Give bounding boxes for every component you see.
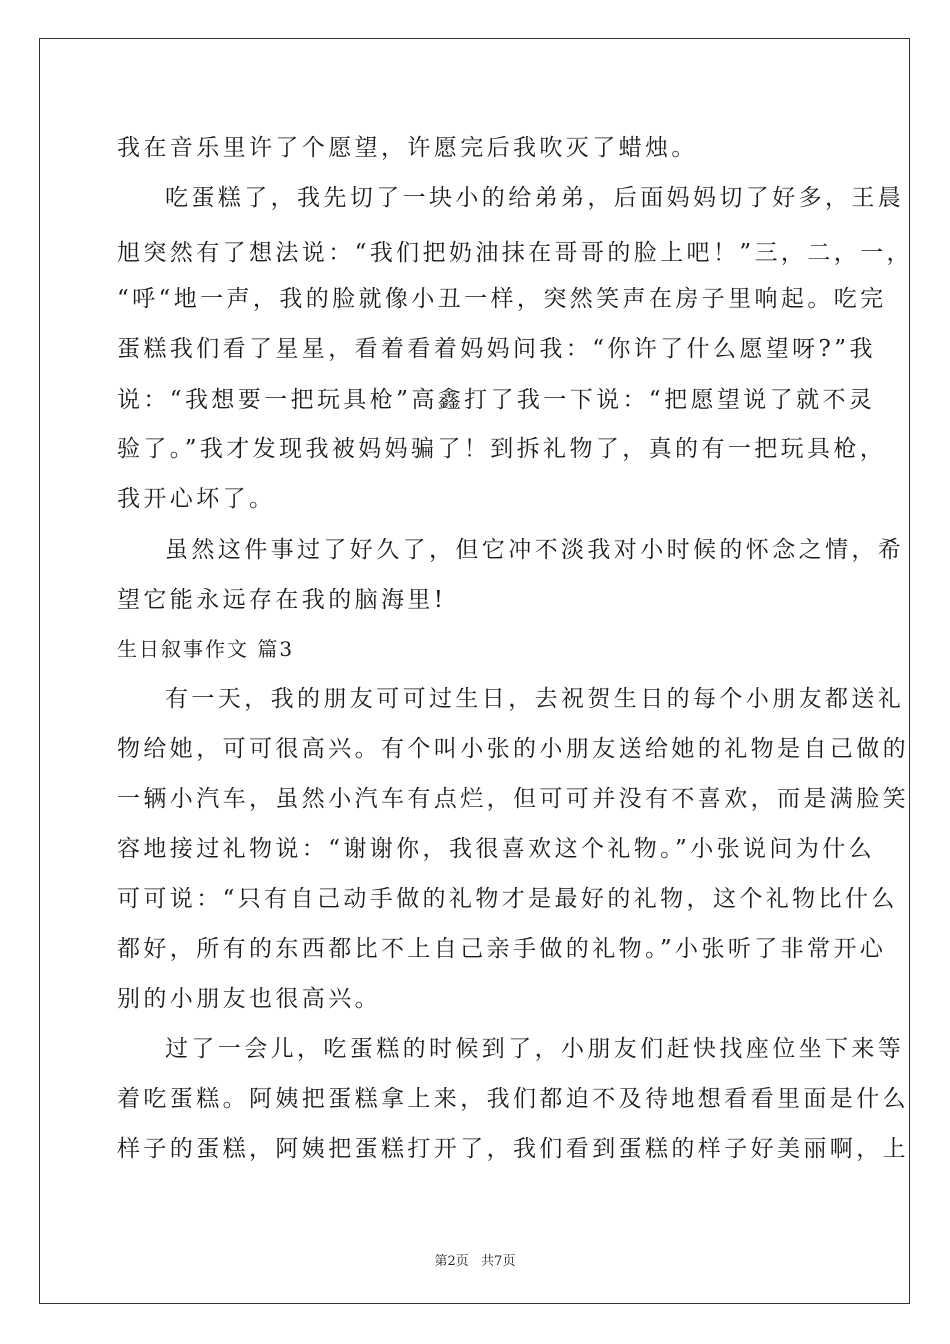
text-line: 验了。”我才发现我被妈妈骗了！到拆礼物了，真的有一把玩具枪， — [117, 436, 887, 462]
page-border — [39, 38, 910, 1304]
text-line: 虽然这件事过了好久了，但它冲不淡我对小时候的怀念之情，希 — [165, 537, 905, 563]
text-line: 说：“我想要一把玩具枪”高鑫打了我一下说：“把愿望说了就不灵 — [117, 387, 876, 413]
text-line: 一辆小汽车，虽然小汽车有点烂，但可可并没有不喜欢，而是满脸笑 — [117, 786, 909, 812]
text-line: 旭突然有了想法说：“我们把奶油抹在哥哥的脸上吧！”三，二，一， — [117, 240, 913, 266]
text-line: 我开心坏了。 — [117, 486, 276, 512]
text-line: 望它能永远存在我的脑海里! — [117, 587, 447, 613]
text-line: 物给她，可可很高兴。有个叫小张的小朋友送给她的礼物是自己做的 — [117, 736, 909, 762]
page-number: 第2页 共7页 — [434, 1254, 516, 1269]
text-line: 容地接过礼物说：“谢谢你，我很喜欢这个礼物。”小张说问为什么 — [117, 836, 876, 862]
text-line: 样子的蛋糕，阿姨把蛋糕打开了，我们看到蛋糕的样子好美丽啊，上 — [117, 1136, 909, 1162]
text-line: 着吃蛋糕。阿姨把蛋糕拿上来，我们都迫不及待地想看看里面是什么 — [117, 1086, 909, 1112]
section-heading: 生日叙事作文 篇3 — [117, 637, 295, 661]
text-line: 蛋糕我们看了星星，看着看着妈妈问我：“你许了什么愿望呀?”我 — [117, 336, 876, 362]
text-line: 都好，所有的东西都比不上自己亲手做的礼物。”小张听了非常开心 — [117, 936, 887, 962]
text-line: “呼“地一声，我的脸就像小丑一样，突然笑声在房子里响起。吃完 — [117, 286, 887, 312]
text-line: 有一天，我的朋友可可过生日，去祝贺生日的每个小朋友都送礼 — [165, 686, 905, 712]
text-line: 过了一会儿，吃蛋糕的时候到了，小朋友们赶快找座位坐下来等 — [165, 1036, 905, 1062]
text-line: 我在音乐里许了个愿望，许愿完后我吹灭了蜡烛。 — [117, 135, 698, 161]
text-line: 吃蛋糕了，我先切了一块小的给弟弟，后面妈妈切了好多，王晨 — [165, 185, 905, 211]
text-line: 可可说：“只有自己动手做的礼物才是最好的礼物，这个礼物比什么 — [117, 886, 898, 912]
text-line: 别的小朋友也很高兴。 — [117, 986, 381, 1012]
